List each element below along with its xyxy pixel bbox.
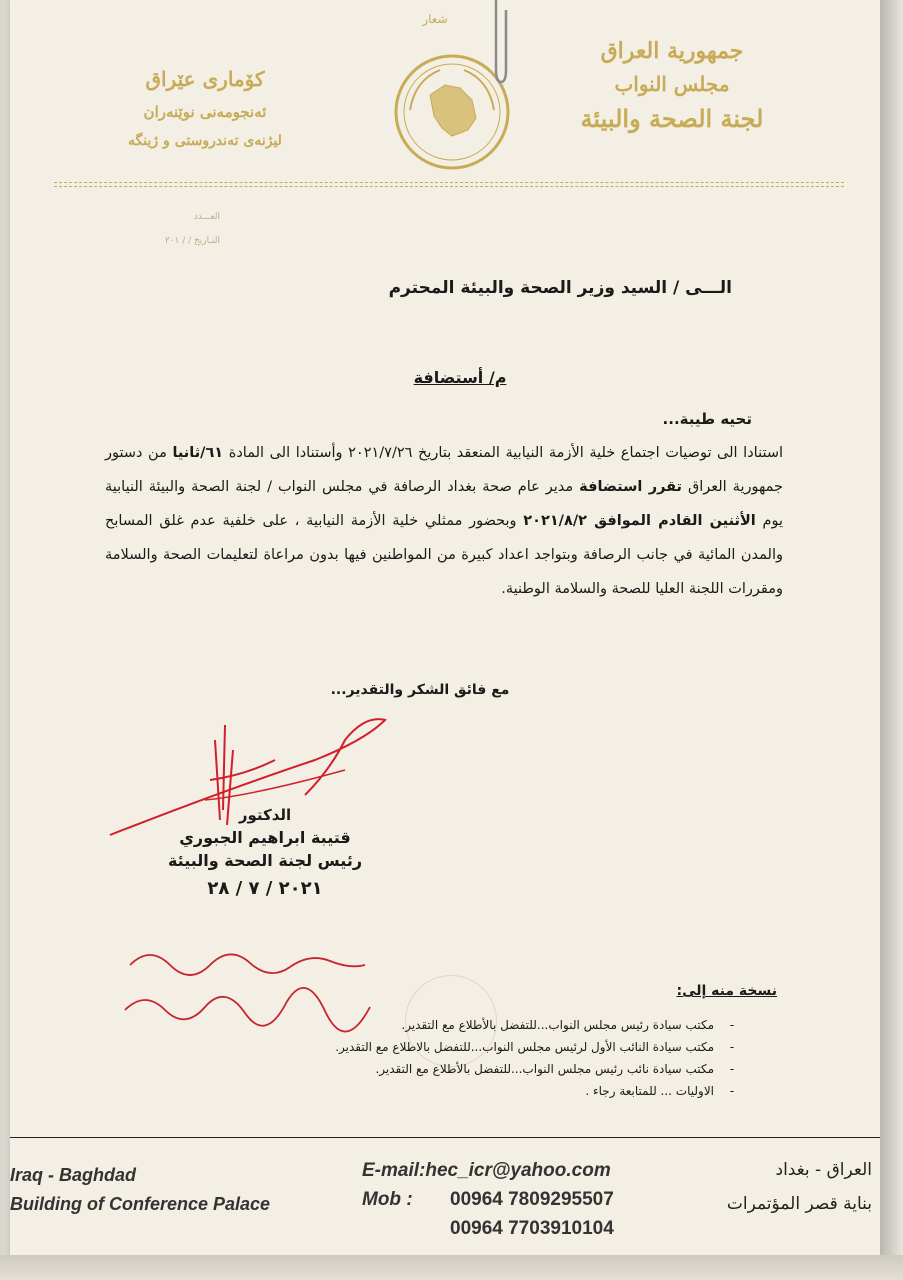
letterhead-arabic-line-3: لجنة الصحة والبيئة bbox=[580, 104, 764, 133]
letter-page bbox=[10, 0, 882, 1280]
greeting: تحيه طيبة... bbox=[662, 410, 752, 428]
letterhead-arabic bbox=[562, 30, 782, 141]
body-part-1: استنادا الى توصيات اجتماع خلية الأزمة النيابية المنعقد بتاريخ ٢٠٢١/٧/٢٦ وأستنادا الى المادة bbox=[223, 445, 783, 461]
reference-fields bbox=[80, 198, 220, 260]
footer-address-english bbox=[10, 1165, 270, 1223]
ref-number-label: العـــدد bbox=[193, 212, 220, 222]
copy-item: - مكتب سيادة رئيس مجلس النواب...للتفضل بالأطلاع مع التقدير. bbox=[262, 1018, 742, 1032]
letterhead-arabic-line-2: مجلس النواب bbox=[614, 72, 730, 96]
body-part-3: مدير عام صحة بغداد الرصافة في مجلس النواب / لجنة الصحة والبيئة النيابية يوم bbox=[105, 479, 783, 529]
signatory-name: قتيبة ابراهيم الجبوري bbox=[179, 828, 351, 847]
copies-header: نسخة منه إلى: bbox=[676, 983, 777, 999]
footer-mob-label: Mob : bbox=[362, 1189, 413, 1210]
subject-line: م/ أستضافة bbox=[413, 368, 507, 387]
footer-phone-1: 00964 7809295507 bbox=[450, 1189, 614, 1210]
footer-email: E-mail:hec_icr@yahoo.com bbox=[362, 1160, 611, 1181]
body-bold-date: الأثنين القادم الموافق ٢٠٢١/٨/٢ bbox=[523, 513, 756, 529]
underlying-page-bottom bbox=[0, 1255, 903, 1280]
footer-en-line-1: Iraq - Baghdad bbox=[10, 1165, 137, 1185]
footer-contacts bbox=[362, 1160, 614, 1247]
letterhead-kurdish-line-2: ئەنجومەنی نوێنەران bbox=[143, 103, 267, 121]
signatory-position: رئيس لجنة الصحة والبيئة bbox=[167, 851, 363, 870]
footer-address-arabic bbox=[727, 1160, 872, 1228]
body-bold-decision: تقرر استضافة bbox=[579, 479, 682, 495]
letter-body bbox=[105, 436, 783, 606]
underlying-page-edge bbox=[880, 0, 903, 1280]
copies-list bbox=[262, 1018, 742, 1106]
letterhead-divider-top bbox=[54, 182, 844, 183]
letterhead-arabic-line-1: جمهورية العراق bbox=[600, 38, 744, 64]
paper-clip-icon bbox=[490, 0, 512, 90]
footer-phone-2: 00964 7703910104 bbox=[450, 1218, 614, 1239]
letterhead-kurdish-line-3: لیژنەی تەندروستی و ژینگە bbox=[128, 133, 282, 149]
copy-item: - مكتب سيادة النائب الأول لرئيس مجلس النواب...للتفضل بالاطلاع مع التقدير. bbox=[262, 1040, 742, 1054]
closing-line: مع فائق الشكر والتقدير... bbox=[330, 682, 510, 698]
letterhead-kurdish-line-1: كۆماری عێراق bbox=[145, 67, 265, 91]
letterhead-divider-bottom bbox=[54, 186, 844, 187]
body-part-2: من دستور جمهورية العراق bbox=[105, 445, 784, 495]
copy-item: - الاوليات ... للمتابعة رجاء . bbox=[262, 1084, 742, 1098]
copy-item: - مكتب سيادة نائب رئيس مجلس النواب...للتفضل بالأطلاع مع التقدير. bbox=[262, 1062, 742, 1076]
footer-en-line-2: Building of Conference Palace bbox=[10, 1194, 271, 1214]
letterhead-kurdish bbox=[90, 55, 320, 161]
footer-ar-line-1: العراق - بغداد bbox=[775, 1160, 872, 1180]
ref-date-label: التـاريخ / / ٢٠١ bbox=[164, 236, 220, 246]
addressee: الـــى / السيد وزير الصحة والبيئة المحترم bbox=[388, 278, 732, 298]
footer-ar-line-2: بناية قصر المؤتمرات bbox=[726, 1194, 872, 1214]
body-part-4: وبحضور ممثلي خلية الأزمة النيابية ، على خلفية عدم غلق المسابح والمدن المائية في جانب الرصافة وبتواجد اعداد كبيرة من المواطنين فيها بدون مراعاة لتعليمات الصحة والسلامة ومقررات اللجنة العليا للصحة والسلامة الوطنية. bbox=[105, 513, 783, 597]
signatory-title: الدكتور bbox=[238, 806, 292, 824]
body-bold-article: ٦١/ثانيا bbox=[172, 445, 224, 461]
signature-date: ٢٠٢١ / ٧ / ٢٨ bbox=[207, 878, 323, 899]
emblem-top-text: شعار bbox=[422, 12, 448, 26]
footer-divider bbox=[10, 1137, 882, 1138]
signature-block bbox=[150, 802, 380, 899]
